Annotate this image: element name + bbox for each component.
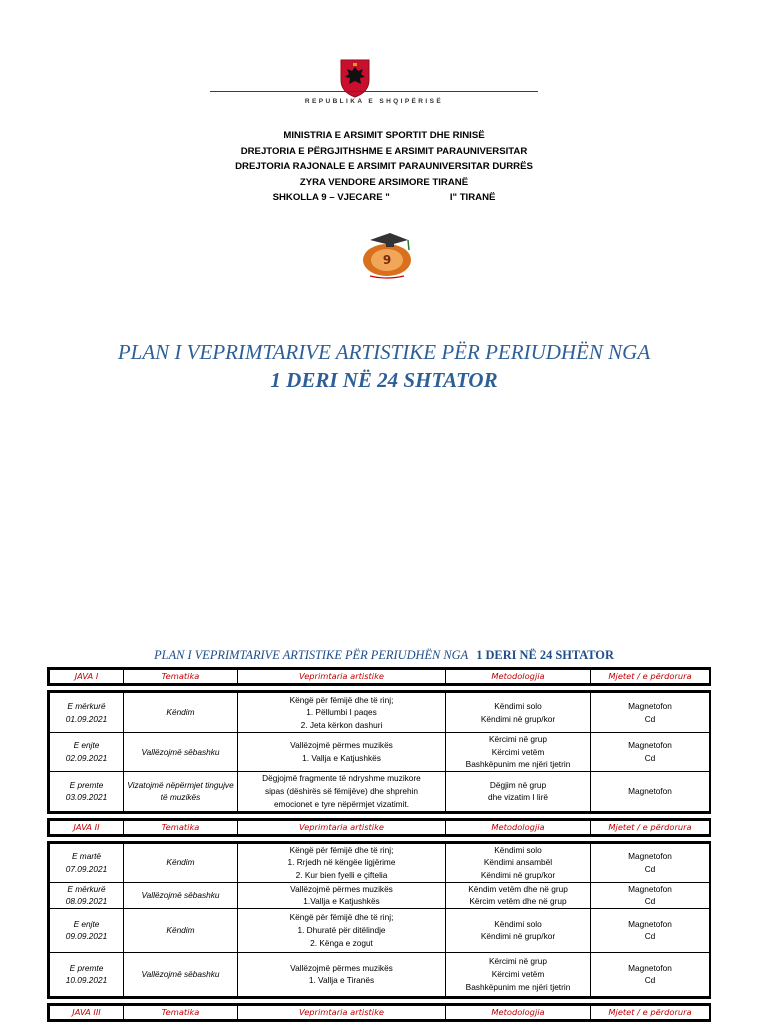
activity-line: Vallëzojmë përmes muzikës xyxy=(290,883,393,894)
date-cell xyxy=(50,843,124,882)
document-title xyxy=(40,338,728,394)
method-line: Këndim vetëm dhe në grup xyxy=(468,883,568,894)
activity-cell xyxy=(238,882,446,908)
activity-cell xyxy=(238,952,446,996)
activity-line: 2. Jeta kërkon dashuri xyxy=(300,719,383,730)
week-body xyxy=(47,841,711,999)
table-row xyxy=(50,908,710,952)
regional-directorate-line: DREJTORIA RAJONALE E ARSIMIT PARAUNIVERSITAR DURRËS xyxy=(235,161,533,172)
activity-line: 1. Pëllumbi I paqes xyxy=(306,707,377,718)
method-line: Këndimi solo xyxy=(494,844,542,855)
date-cell xyxy=(50,771,124,811)
tools-line: Magnetofon xyxy=(628,700,672,711)
method-line: Këndimi në grup/kor xyxy=(480,869,556,880)
activity-cell xyxy=(238,693,446,733)
date-cell xyxy=(50,908,124,952)
tools-line: Cd xyxy=(644,863,656,874)
method-line: Bashkëpunim me njëri tjetrin xyxy=(465,981,571,992)
activity-line: 1.Vallja e Katjushkës xyxy=(303,896,380,907)
activity-header: Veprimtaria artistike xyxy=(238,1005,446,1019)
method-line: Këndimi ansambël xyxy=(483,857,553,868)
tools-line: Cd xyxy=(644,931,656,942)
method-header: Metodologjia xyxy=(446,1005,591,1019)
table-row xyxy=(50,952,710,996)
week-label: JAVA I xyxy=(50,670,124,684)
tools-line: Magnetofon xyxy=(628,962,672,973)
method-cell xyxy=(446,952,591,996)
date-value: 01.09.2021 xyxy=(65,713,108,724)
tools-cell xyxy=(591,882,710,908)
activity-line: Vallëzojmë përmes muzikës xyxy=(290,740,393,751)
method-line: dhe vizatim I lirë xyxy=(488,792,548,803)
svg-text:9: 9 xyxy=(382,253,392,267)
activity-line: 1. Vallja e Tiranës xyxy=(308,975,375,986)
tools-cell xyxy=(591,693,710,733)
table-title xyxy=(40,648,728,663)
date-value: 10.09.2021 xyxy=(65,975,108,986)
table-title-bold: 1 DERI NË 24 SHTATOR xyxy=(476,648,614,662)
table-row xyxy=(50,771,710,811)
theme-header: Tematika xyxy=(124,670,238,684)
theme-cell: Vallëzojmë sëbashku xyxy=(124,733,238,772)
table-title-italic: PLAN I VEPRIMTARIVE ARTISTIKE PËR PERIUDHËN NGA xyxy=(154,648,469,662)
republic-caption: REPUBLIKA E SHQIPËRISË xyxy=(304,98,444,105)
week-header-row xyxy=(50,820,710,834)
date-cell xyxy=(50,952,124,996)
tools-cell xyxy=(591,733,710,772)
tools-cell xyxy=(591,908,710,952)
method-header: Metodologjia xyxy=(446,820,591,834)
week-block xyxy=(47,667,711,686)
tools-header: Mjetet / e përdorura xyxy=(591,820,710,834)
day-name: E premte xyxy=(69,962,104,973)
activity-line: 1. Vallja e Katjushkës xyxy=(302,752,381,763)
activity-line: Vallëzojmë përmes muzikës xyxy=(290,962,393,973)
activity-line: 1. Rrjedh në këngëe ligjërime xyxy=(287,857,396,868)
date-value: 09.09.2021 xyxy=(65,931,108,942)
method-cell xyxy=(446,733,591,772)
activity-line: 2. Kënga e zogut xyxy=(310,937,373,948)
week-header-row xyxy=(50,670,710,684)
tools-line: Cd xyxy=(644,975,656,986)
activity-line: Dëgjojmë fragmente të ndryshme muzikore xyxy=(262,773,421,784)
tools-header: Mjetet / e përdorura xyxy=(591,1005,710,1019)
date-cell xyxy=(50,693,124,733)
method-cell xyxy=(446,908,591,952)
method-cell xyxy=(446,693,591,733)
table-row xyxy=(50,693,710,733)
method-cell xyxy=(446,771,591,811)
tools-line: Magnetofon xyxy=(628,918,672,929)
activity-line: Këngë për fëmijë dhe të rinj; xyxy=(289,694,394,705)
method-cell xyxy=(446,843,591,882)
directorate-line: DREJTORIA E PËRGJITHSHME E ARSIMIT PARAUNIVERSITAR xyxy=(240,145,528,157)
week-label: JAVA III xyxy=(50,1005,124,1019)
theme-header: Tematika xyxy=(124,820,238,834)
week-block xyxy=(47,1003,711,1022)
tools-cell xyxy=(591,952,710,996)
activity-cell xyxy=(238,843,446,882)
table-row xyxy=(50,733,710,772)
date-cell xyxy=(50,882,124,908)
tools-line: Cd xyxy=(644,896,656,907)
activity-header: Veprimtaria artistike xyxy=(238,820,446,834)
table-row xyxy=(50,843,710,882)
tools-line: Magnetofon xyxy=(628,785,672,796)
method-line: Kërcimi vetëm xyxy=(491,968,545,979)
week-body xyxy=(47,690,711,814)
tools-line: Cd xyxy=(644,752,656,763)
method-line: Këndimi solo xyxy=(494,918,542,929)
school-name-right: I" TIRANË xyxy=(449,192,496,203)
theme-cell: Këndim xyxy=(124,908,238,952)
school-logo xyxy=(356,230,418,280)
title-line-2: 1 DERI NË 24 SHTATOR xyxy=(270,368,498,392)
theme-cell: Vallëzojmë sëbashku xyxy=(124,882,238,908)
table-row xyxy=(50,882,710,908)
method-line: Bashkëpunim me njëri tjetrin xyxy=(465,759,571,770)
method-line: Kërcim vetëm dhe në grup xyxy=(469,896,567,907)
day-name: E mërkurë xyxy=(67,883,106,894)
method-line: Kërcimi në grup xyxy=(488,956,548,967)
method-line: Këndimi në grup/kor xyxy=(480,713,556,724)
tools-line: Magnetofon xyxy=(628,883,672,894)
school-name-left: SHKOLLA 9 – VJECARE " xyxy=(272,192,390,203)
education-office-line: ZYRA VENDORE ARSIMORE TIRANË xyxy=(299,176,469,188)
tools-line: Magnetofon xyxy=(628,851,672,862)
day-name: E enjte xyxy=(73,740,100,751)
date-value: 07.09.2021 xyxy=(65,863,108,874)
day-name: E enjte xyxy=(73,918,100,929)
school-line xyxy=(180,190,588,206)
week-block xyxy=(47,818,711,837)
method-header: Metodologjia xyxy=(446,670,591,684)
method-line: Këndimi në grup/kor xyxy=(480,931,556,942)
activity-line: Këngë për fëmijë dhe të rinj; xyxy=(289,912,394,923)
title-line-1: PLAN I VEPRIMTARIVE ARTISTIKE PËR PERIUDHËN NGA xyxy=(117,340,651,364)
albania-emblem xyxy=(335,58,375,98)
activity-line: Këngë për fëmijë dhe të rinj; xyxy=(289,844,394,855)
ministry-header xyxy=(180,128,588,206)
activity-line: sipas (dëshirës së fëmijëve) dhe shprehin xyxy=(264,785,419,796)
date-cell xyxy=(50,733,124,772)
activity-line: 1. Dhuratë për ditëlindje xyxy=(297,924,386,935)
method-line: Dëgjim në grup xyxy=(489,779,547,790)
day-name: E martë xyxy=(71,851,102,862)
date-value: 08.09.2021 xyxy=(65,896,108,907)
theme-cell: Këndim xyxy=(124,693,238,733)
tools-cell xyxy=(591,843,710,882)
ministry-line: MINISTRIA E ARSIMIT SPORTIT DHE RINISË xyxy=(283,130,485,141)
activity-cell xyxy=(238,771,446,811)
method-line: Kërcimi në grup xyxy=(488,734,548,744)
activity-line: emocionet e tyre nëpërmjet vizatimit. xyxy=(273,798,410,809)
week-label: JAVA II xyxy=(50,820,124,834)
activity-header: Veprimtaria artistike xyxy=(238,670,446,684)
day-name: E premte xyxy=(69,779,104,790)
tools-header: Mjetet / e përdorura xyxy=(591,670,710,684)
date-value: 03.09.2021 xyxy=(65,792,108,803)
method-line: Kërcimi vetëm xyxy=(491,746,545,757)
week-header-row xyxy=(50,1005,710,1019)
date-value: 02.09.2021 xyxy=(65,752,108,763)
tools-line: Cd xyxy=(644,713,656,724)
tools-line: Magnetofon xyxy=(628,740,672,751)
activity-cell xyxy=(238,908,446,952)
tools-cell xyxy=(591,771,710,811)
theme-cell: Vizatojmë nëpërmjet tingujve të muzikës xyxy=(124,771,238,811)
activity-cell xyxy=(238,733,446,772)
method-line: Këndimi solo xyxy=(494,700,542,711)
theme-header: Tematika xyxy=(124,1005,238,1019)
theme-cell: Vallëzojmë sëbashku xyxy=(124,952,238,996)
method-cell xyxy=(446,882,591,908)
activity-line: 2. Kur bien fyelli e çiftelia xyxy=(295,869,388,880)
day-name: E mërkurë xyxy=(67,700,106,711)
letterhead-rule xyxy=(210,91,538,92)
activity-plan-table xyxy=(47,667,711,1026)
theme-cell: Këndim xyxy=(124,843,238,882)
